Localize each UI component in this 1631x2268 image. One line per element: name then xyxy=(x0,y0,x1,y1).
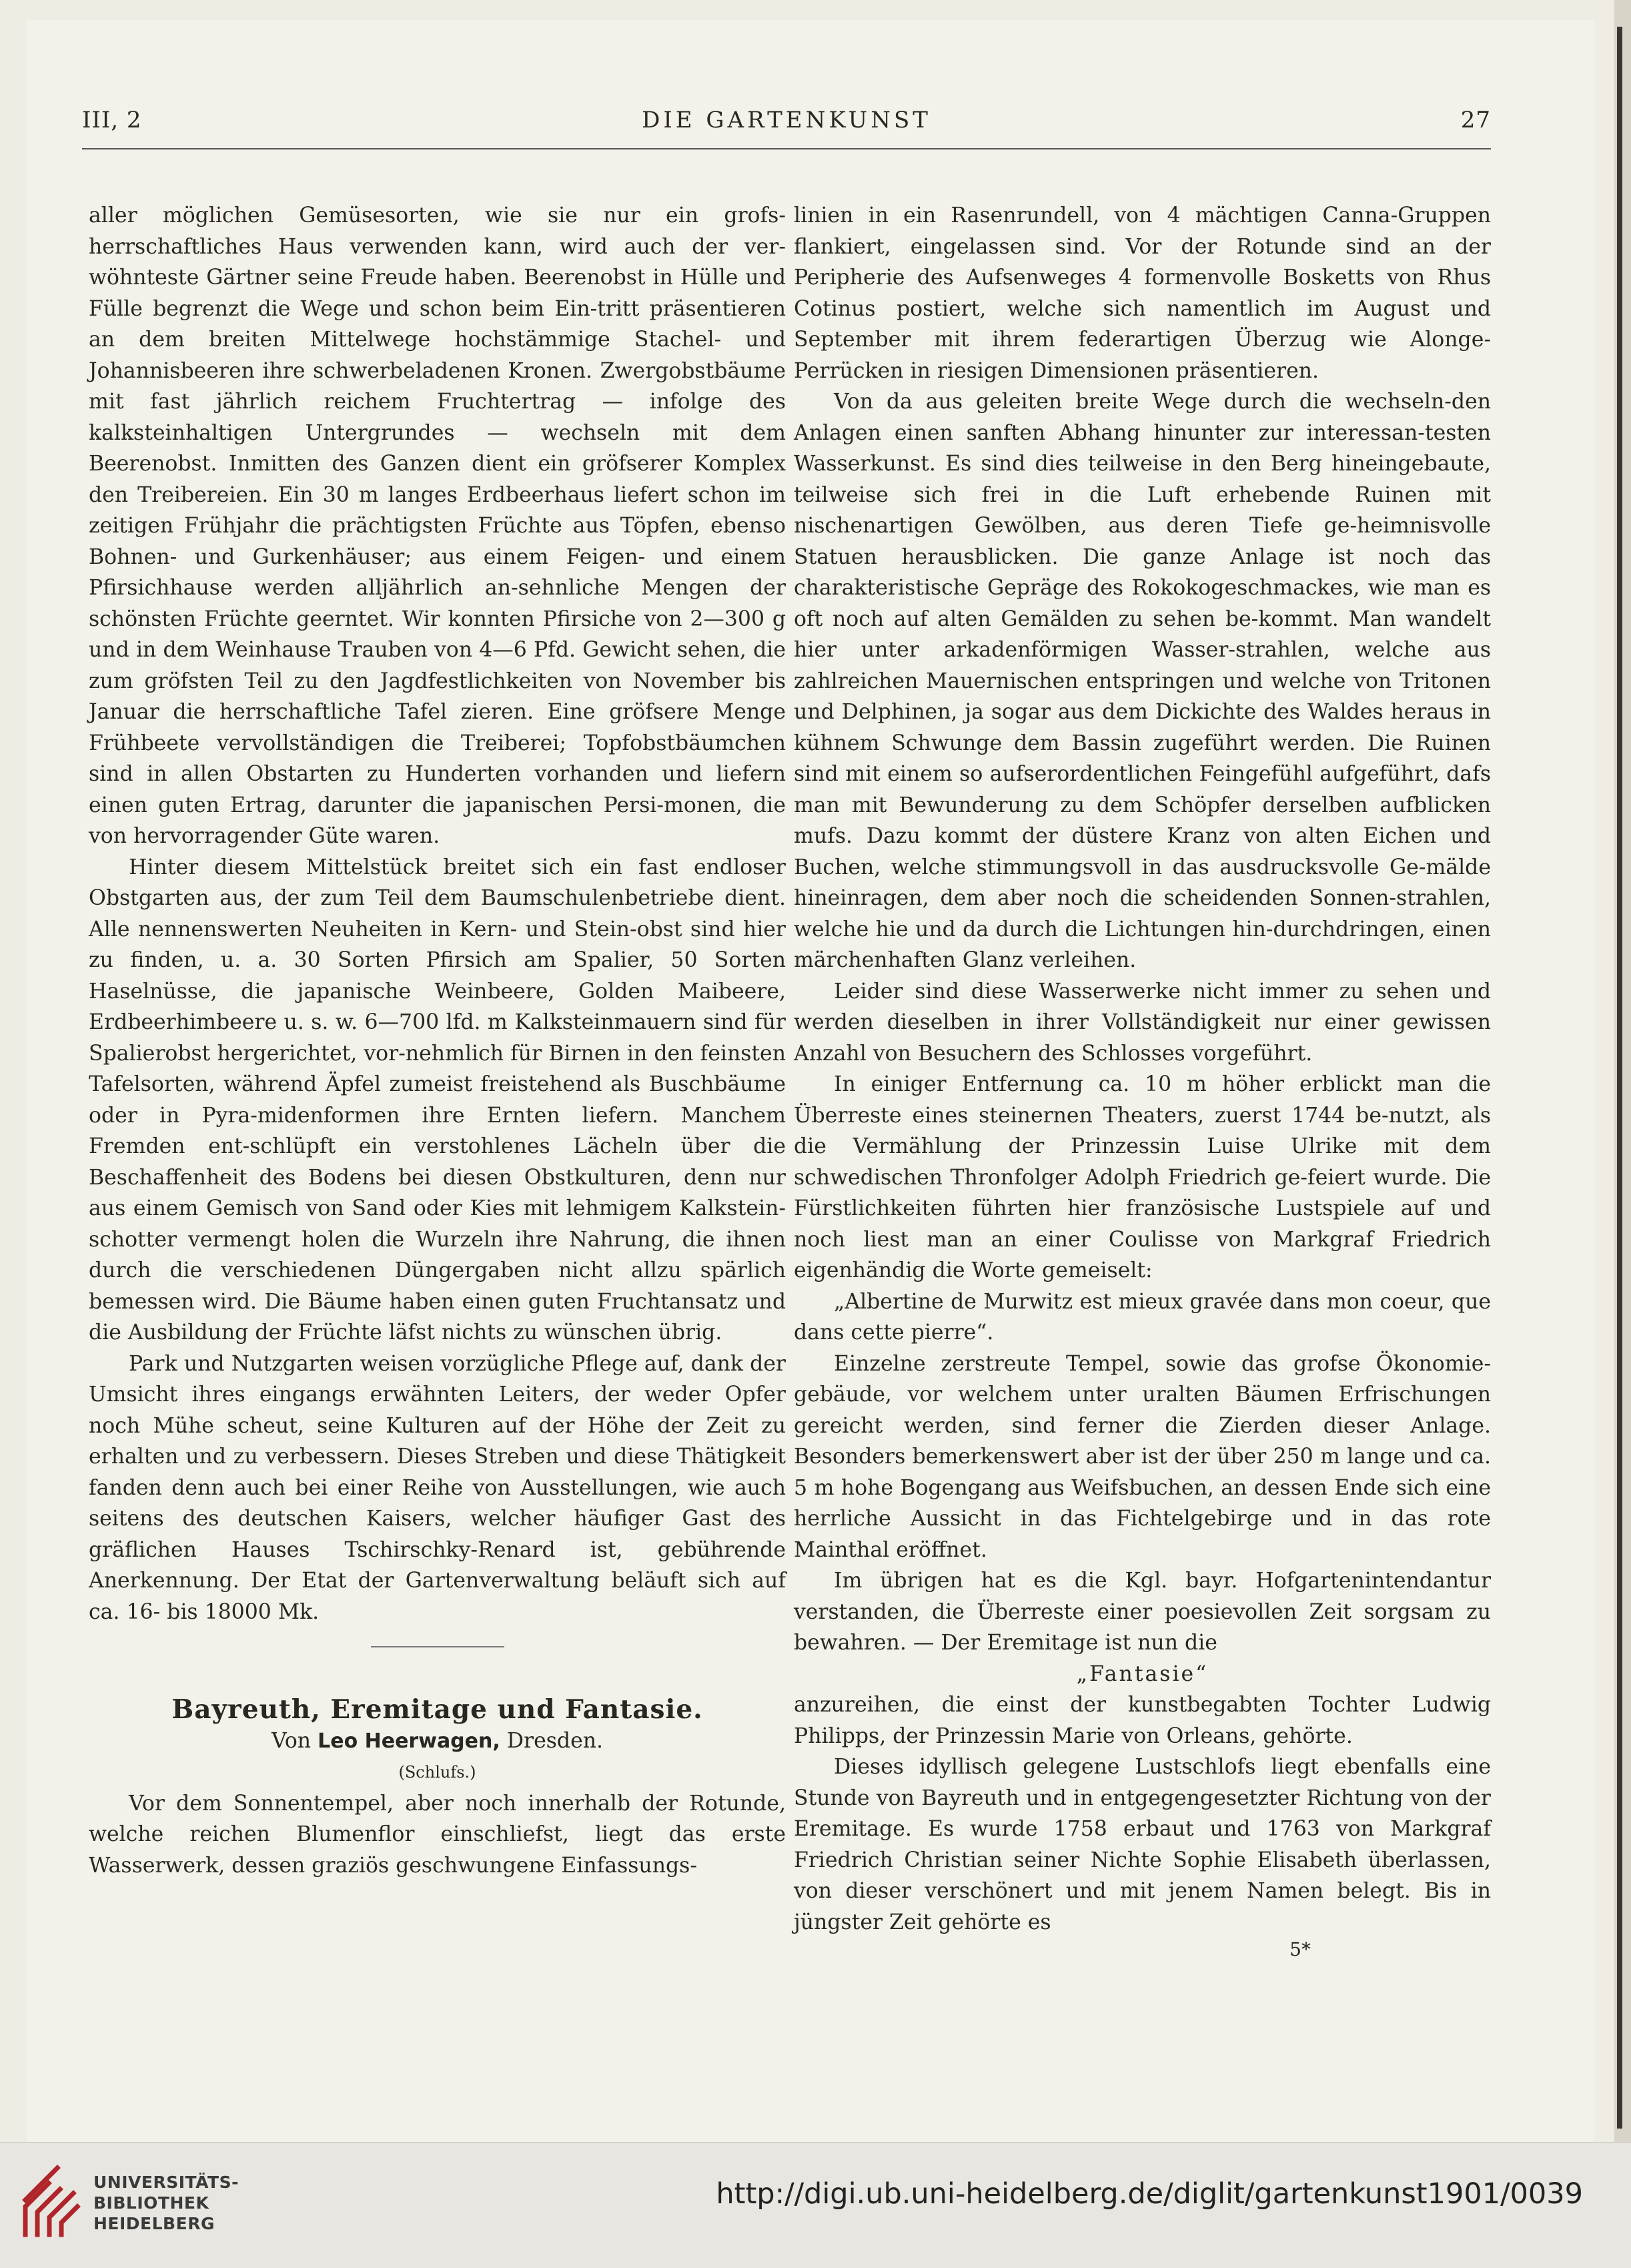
byline-prefix: Von xyxy=(271,1728,312,1753)
paragraph: aller möglichen Gemüsesorten, wie sie nur ein grofs-herrschaftliches Haus verwenden kann, wird auch der ver-wöhnteste Gärtner seine Freude haben. Beerenobst in Hülle und Fülle begrenzt die Wege und schon beim Ein-tritt präsentieren an dem breiten Mittelwege hochstämmige Stachel- und Johannisbeeren ihre schwerbeladenen Kronen. Zwergobstbäume mit fast jährlich reichem Fruchtertrag — infolge des kalksteinhaltigen Untergrundes — wechseln mit dem Beerenobst. Inmitten des Ganzen dient ein gröfserer Komplex den Treibereien. Ein 30 m langes Erdbeerhaus liefert schon im zeitigen Frühjahr die prächtigsten Früchte aus Töpfen, ebenso Bohnen- und Gurkenhäuser; aus einem Feigen- und einem Pfirsichhause werden alljährlich an-sehnliche Mengen der schönsten Früchte geerntet. Wir konnten Pfirsiche von 2—300 g und in dem Weinhause Trauben von 4—6 Pfd. Gewicht sehen, die zum gröfsten Teil zu den Jagdfestlichkeiten von November bis Januar die herrschaftliche Tafel zieren. Eine gröfsere Menge Frühbeete vervollständigen die Treiberei; Topfobstbäumchen sind in allen Obstarten zu Hunderten vorhanden und liefern einen guten Ertrag, darunter die japanischen Persi-monen, die von hervorragender Güte waren. xyxy=(89,204,786,848)
paragraph: Park und Nutzgarten weisen vorzügliche Pflege auf, dank der Umsicht ihres eingangs erwähnten Leiters, der weder Opfer noch Mühe scheut, seine Kulturen auf der Höhe der Zeit zu erhalten und zu verbessern. Dieses Streben und diese Thätigkeit fanden denn auch bei einer Reihe von Ausstellungen, wie auch seitens des deutschen Kaisers, welcher häufiger Gast des gräflichen Hauses Tschirschky-Renard ist, gebührende Anerkennung. Der Etat der Gartenverwaltung beläuft sich auf ca. 16- bis 18000 Mk. xyxy=(89,1351,786,1624)
paragraph: Leider sind diese Wasserwerke nicht immer zu sehen und werden dieselben in ihrer Vollständigkeit nur einer gewissen Anzahl von Besuchern des Schlosses vorgeführt. xyxy=(794,979,1491,1066)
library-name-line: BIBLIOTHEK xyxy=(93,2193,209,2213)
byline-author: Leo Heerwagen, xyxy=(318,1729,500,1753)
article-title: Bayreuth, Eremitage und Fantasie. xyxy=(171,1694,703,1725)
quotation: „Albertine de Murwitz est mieux gravée dans mon coeur, que dans cette pierre“. xyxy=(794,1289,1491,1345)
paragraph: linien in ein Rasenrundell, von 4 mächtigen Canna-Gruppen flankiert, eingelassen sind. Vor der Rotunde sind an der Peripherie des Aufsenweges 4 formenvolle Bosketts von Rhus Cotinus postiert, welche sich namentlich im August und September mit ihrem federartigen Überzug wie Alonge-Perrücken in riesigen Dimensionen präsentieren. xyxy=(794,204,1491,383)
paragraph: Dieses idyllisch gelegene Lustschlofs liegt ebenfalls eine Stunde von Bayreuth und in entgegengesetzter Richtung von der Eremitage. Es wurde 1758 erbaut und 1763 von Markgraf Friedrich Christian seiner Nichte Sophie Elisabeth überlassen, von dieser verschönert und mit jenem Namen belegt. Bis in jüngster Zeit gehörte es xyxy=(794,1755,1491,1934)
sheet-signature: 5* xyxy=(1289,1938,1311,1960)
section-heading-fantasie: „Fantasie“ xyxy=(1076,1661,1209,1686)
binding-shadow xyxy=(1617,27,1622,2129)
continuation-note: (Schlufs.) xyxy=(398,1763,476,1782)
right-column xyxy=(794,200,1491,1962)
paragraph: anzureihen, die einst der kunstbegabten Tochter Ludwig Philipps, der Prinzessin Marie von Orleans, gehörte. xyxy=(794,1693,1491,1748)
library-logo-icon xyxy=(19,2160,82,2240)
byline xyxy=(89,1726,786,1758)
journal-title: DIE GARTENKUNST xyxy=(642,107,931,133)
viewer-footer xyxy=(0,2142,1631,2268)
page-number: 27 xyxy=(1460,107,1491,133)
volume-number: III, 2 xyxy=(82,107,142,133)
library-name xyxy=(93,2172,239,2234)
header-rule xyxy=(82,148,1491,149)
library-name-line: UNIVERSITÄTS- xyxy=(93,2173,239,2192)
paragraph: Von da aus geleiten breite Wege durch die wechseln-den Anlagen einen sanften Abhang hinunter zur interessan-testen Wasserkunst. Es sind dies teilweise in den Berg hineingebaute, teilweise sich frei in die Luft erhebende Ruinen mit nischenartigen Gewölben, aus deren Tiefe ge-heimnisvolle Statuen herausblicken. Die ganze Anlage ist noch das charakteristische Gepräge des Rokokogeschmackes, wie man es oft noch auf alten Gemälden zu sehen be-kommt. Man wandelt hier unter arkadenförmigen Wasser-strahlen, welche aus zahlreichen Mauernischen entspringen und welche von Tritonen und Delphinen, ja sogar aus dem Dickichte des Waldes heraus in kühnem Schwunge dem Bassin zugeführt werden. Die Ruinen sind mit einem so aufserordentlichen Feingefühl aufgeführt, dafs man mit Bewunderung zu dem Schöpfer derselben aufblicken mufs. Dazu kommt der düstere Kranz von alten Eichen und Buchen, welche stimmungsvoll in das ausdrucksvolle Ge-mälde hineinragen, dem aber noch die scheidenden Sonnen-strahlen, welche hie und da durch die Lichtungen hin-durchdringen, einen märchenhaften Glanz verleihen. xyxy=(794,390,1491,972)
article-separator xyxy=(371,1646,504,1647)
paragraph: Im übrigen hat es die Kgl. bayr. Hofgartenintendantur verstanden, die Überreste einer poesievollen Zeit sorgsam zu bewahren. — Der Eremitage ist nun die xyxy=(794,1569,1491,1655)
byline-city: Dresden. xyxy=(506,1728,604,1753)
left-column xyxy=(89,200,786,1881)
library-name-line: HEIDELBERG xyxy=(93,2214,215,2233)
paragraph: Einzelne zerstreute Tempel, sowie das grofse Ökonomie-gebäude, vor welchem unter uralten Bäumen Erfrischungen gereicht werden, sind ferner die Zierden dieser Anlage. Besonders bemerkenswert aber ist der über 250 m lange und ca. 5 m hohe Bogengang aus Weifsbuchen, an dessen Ende sich eine herrliche Aussicht in das Fichtelgebirge und in das rote Mainthal eröffnet. xyxy=(794,1351,1491,1562)
running-header xyxy=(82,107,1491,147)
permalink-url[interactable]: http://digi.ub.uni-heidelberg.de/diglit/gartenkunst1901/0039 xyxy=(716,2177,1583,2211)
paragraph: Hinter diesem Mittelstück breitet sich ein fast endloser Obstgarten aus, der zum Teil dem Baumschulenbetriebe dient. Alle nennenswerten Neuheiten in Kern- und Stein-obst sind hier zu finden, u. a. 30 Sorten Pfirsich am Spalier, 50 Sorten Haselnüsse, die japanische Weinbeere, Golden Maibeere, Erdbeerhimbeere u. s. w. 6—700 lfd. m Kalksteinmauern sind für Spalierobst hergerichtet, vor-nehmlich für Birnen in den feinsten Tafelsorten, während Äpfel zumeist freistehend als Buschbäume oder in Pyra-midenformen ihre Ernten liefern. Manchem Fremden ent-schlüpft ein verstohlenes Lächeln über die Beschaffenheit des Bodens bei diesen Obstkulturen, denn nur aus einem Gemisch von Sand oder Kies mit lehmigem Kalkstein-schotter vermengt holen die Wurzeln ihre Nahrung, die ihnen durch die verschiedenen Düngergaben nicht allzu spärlich bemessen wird. Die Bäume haben einen guten Fruchtansatz und die Ausbildung der Früchte läfst nichts zu wünschen übrig. xyxy=(89,855,786,1345)
paragraph: Vor dem Sonnentempel, aber noch innerhalb der Rotunde, welche reichen Blumenflor einschliefst, liegt das erste Wasserwerk, dessen graziös geschwungene Einfassungs- xyxy=(89,1791,786,1878)
paragraph: In einiger Entfernung ca. 10 m höher erblickt man die Überreste eines steinernen Theaters, zuerst 1744 be-nutzt, als die Vermählung der Prinzessin Luise Ulrike mit dem schwedischen Thronfolger Adolph Friedrich ge-feiert wurde. Die Fürstlichkeiten führten hier französische Lustspiele auf und noch liest man an einer Coulisse von Markgraf Friedrich eigenhändig die Worte gemeiselt: xyxy=(794,1072,1491,1282)
